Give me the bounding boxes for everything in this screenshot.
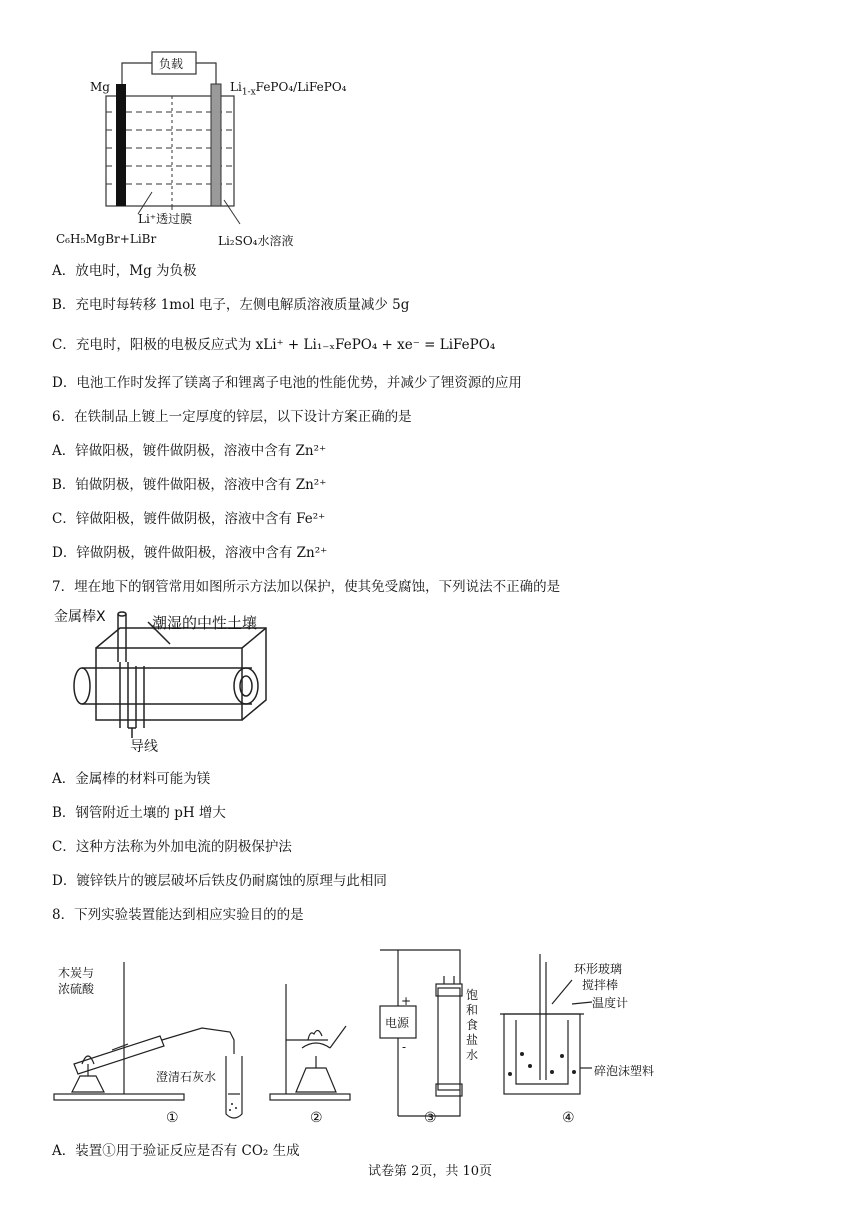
lifepo4-label: $Li_{1-x}FePO_4$/LiFePO₄ xyxy=(230,80,347,98)
q7-stem: 7．埋在地下的钢管常用如图所示方法加以保护，使其免受腐蚀，下列说法不正确的是 xyxy=(52,579,561,595)
app1-label-1: 木炭与 xyxy=(58,966,95,980)
right-wire xyxy=(196,63,216,86)
membrane-label: Li⁺透过膜 xyxy=(138,212,193,226)
soil-label: 潮湿的中性土壤 xyxy=(152,614,258,632)
battery-diagram xyxy=(52,44,382,254)
brine-label: 饱 和 食 盐 水 xyxy=(466,988,479,1062)
q7-option-b: B．钢管附近土壤的 pH 增大 xyxy=(52,805,226,821)
mg-electrode xyxy=(116,84,126,206)
q6-option-c: C．锌做阳极，镀件做阴极，溶液中含有 Fe²⁺ xyxy=(52,511,326,527)
page-footer: 试卷第 2页，共 10页 xyxy=(367,1164,493,1179)
apparatus-figure xyxy=(52,944,692,1130)
power-plus: + xyxy=(401,994,412,1008)
q5-option-b: B．充电时每转移 1mol 电子，左侧电解质溶液质量减少 5g xyxy=(52,297,410,313)
rod-label: 金属棒X xyxy=(54,609,106,625)
power-label: 电源 xyxy=(385,1016,410,1030)
battery-figure xyxy=(52,44,382,254)
foam-label: 碎泡沫塑料 xyxy=(594,1064,655,1078)
stirrer-label-1: 环形玻璃 xyxy=(574,962,623,976)
power-minus: - xyxy=(402,1040,407,1054)
left-solution-label: C₆H₅MgBr+LiBr xyxy=(56,232,157,246)
number-2: ② xyxy=(310,1110,323,1126)
number-4: ④ xyxy=(562,1110,575,1126)
right-solution-label: Li₂SO₄水溶液 xyxy=(218,234,294,248)
number-3: ③ xyxy=(424,1110,437,1126)
mg-label: Mg xyxy=(90,80,110,94)
load-label: 负载 xyxy=(159,57,184,71)
pipe-figure xyxy=(52,604,302,758)
q5-option-c: C．充电时，阳极的电极反应式为 xLi⁺ + Li₁₋ₓFePO₄ + xe⁻ = LiFePO₄ xyxy=(52,337,496,353)
q8-stem: 8．下列实验装置能达到相应实验目的的是 xyxy=(52,907,304,923)
q7-option-a: A．金属棒的材料可能为镁 xyxy=(52,771,211,787)
left-wire xyxy=(122,63,152,92)
q7-option-c: C．这种方法称为外加电流的阴极保护法 xyxy=(52,839,292,855)
q6-option-d: D．锌做阴极，镀件做阳极，溶液中含有 Zn²⁺ xyxy=(52,545,328,561)
lifepo4-electrode xyxy=(211,84,221,206)
q6-stem: 6．在铁制品上镀上一定厚度的锌层，以下设计方案正确的是 xyxy=(52,409,412,425)
limewater-label: 澄清石灰水 xyxy=(156,1070,217,1084)
thermometer-label: 温度计 xyxy=(592,996,629,1010)
q8-option-a: A．装置①用于验证反应是否有 CO₂ 生成 xyxy=(52,1143,300,1159)
q6-option-a: A．锌做阳极，镀件做阴极，溶液中含有 Zn²⁺ xyxy=(52,443,327,459)
q5-option-d: D．电池工作时发挥了镁离子和锂离子电池的性能优势，并减少了锂资源的应用 xyxy=(52,375,522,391)
q7-option-d: D．镀锌铁片的镀层破坏后铁皮仍耐腐蚀的原理与此相同 xyxy=(52,873,387,889)
number-1: ① xyxy=(166,1110,179,1126)
stirrer-label-2: 搅拌棒 xyxy=(582,978,619,992)
q5-option-a: A．放电时，Mg 为负极 xyxy=(52,263,197,279)
wire-label: 导线 xyxy=(130,739,158,755)
app1-label-2: 浓硫酸 xyxy=(58,982,95,996)
q6-option-b: B．铂做阴极，镀件做阳极，溶液中含有 Zn²⁺ xyxy=(52,477,327,493)
